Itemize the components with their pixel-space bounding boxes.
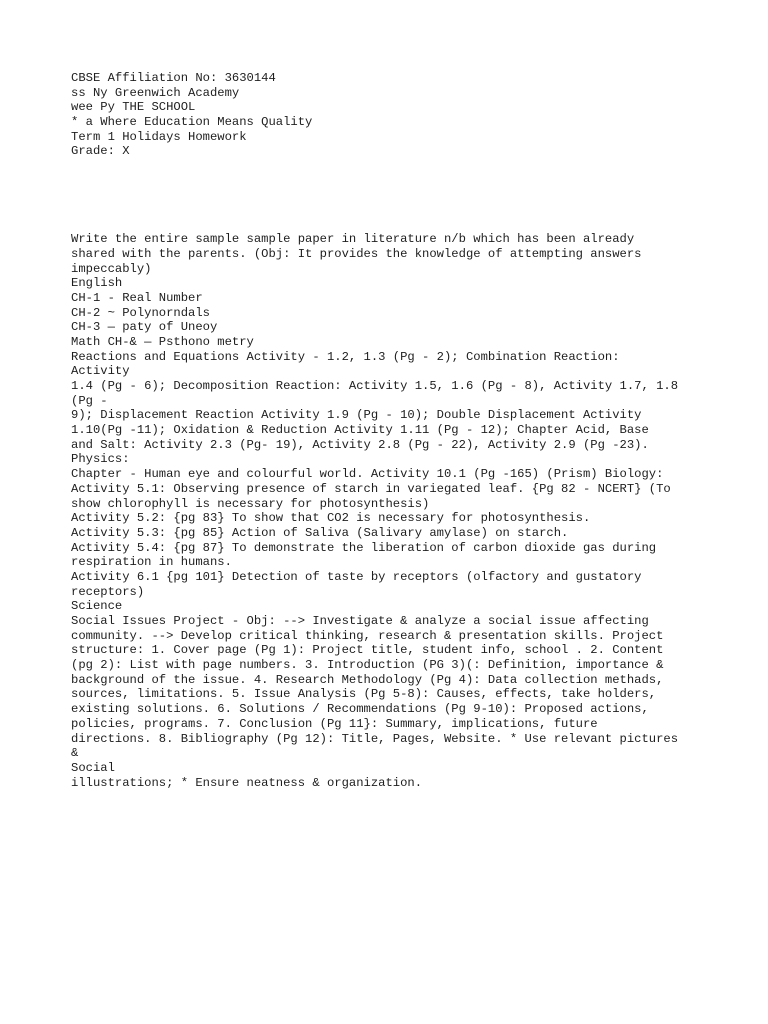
body-line: CH-1 - Real Number <box>71 290 203 305</box>
body-line: illustrations; * Ensure neatness & organization. <box>71 775 423 790</box>
school-name-line: ss Ny Greenwich Academy <box>71 85 240 100</box>
document-page <box>71 71 731 790</box>
body-line: 1.10(Pg -11); Oxidation & Reduction Activity 1.11 (Pg - 12); Chapter Acid, Base <box>71 423 649 438</box>
body-line: and Salt: Activity 2.3 (Pg- 19), Activity 2.8 (Pg - 22), Activity 2.9 (Pg -23). <box>71 437 649 452</box>
grade-line: Grade: X <box>71 144 130 159</box>
body-line: 9); Displacement Reaction Activity 1.9 (Pg - 10); Double Displacement Activity <box>71 408 642 423</box>
body-line: Activity 5.1: Observing presence of starch in variegated leaf. {Pg 82 - NCERT} (To <box>71 481 671 496</box>
body-line: Write the entire sample sample paper in literature n/b which has been already <box>71 232 635 247</box>
body-line: (Pg - <box>71 393 108 408</box>
body-line: sources, limitations. 5. Issue Analysis (Pg 5-8): Causes, effects, take holders, <box>71 687 657 702</box>
body-line: shared with the parents. (Obj: It provides the knowledge of attempting answers <box>71 246 642 261</box>
body-line: Chapter - Human eye and colourful world. Activity 10.1 (Pg -165) (Prism) Biology: <box>71 467 664 482</box>
subject-heading-social: Social <box>71 760 115 775</box>
body-line: impeccably) <box>71 261 152 276</box>
subject-heading-science: Science <box>71 599 123 614</box>
body-line: (pg 2): List with page numbers. 3. Introduction (PG 3)(: Definition, importance & <box>71 658 664 673</box>
body-line: & <box>71 746 79 761</box>
affiliation-line: CBSE Affiliation No: 3630144 <box>71 71 276 85</box>
body-line: Activity 5.2: {pg 83} To show that CO2 is necessary for photosynthesis. <box>71 511 591 526</box>
school-header <box>71 71 731 159</box>
body-line: 1.4 (Pg - 6); Decomposition Reaction: Activity 1.5, 1.6 (Pg - 8), Activity 1.7, 1.8 <box>71 379 679 393</box>
body-line: receptors) <box>71 584 145 599</box>
motto-line: * a Where Education Means Quality <box>71 115 313 130</box>
body-line: directions. 8. Bibliography (Pg 12): Title, Pages, Website. * Use relevant pictures <box>71 731 679 746</box>
body-line: Activity <box>71 364 130 379</box>
homework-title-line: Term 1 Holidays Homework <box>71 129 247 144</box>
body-line: policies, programs. 7. Conclusion (Pg 11}: Summary, implications, future <box>71 716 598 731</box>
body-line: CH-2 ~ Polynorndals <box>71 305 210 320</box>
body-line: Social Issues Project - Obj: --> Investigate & analyze a social issue affecting <box>71 614 649 628</box>
body-line: Activity 6.1 {pg 101} Detection of taste by receptors (olfactory and gustatory <box>71 569 642 584</box>
body-line: show chlorophyll is necessary for photosynthesis) <box>71 496 430 511</box>
body-line: CH-3 — paty of Uneoy <box>71 320 218 335</box>
subject-heading-english: English <box>71 276 123 291</box>
body-line: existing solutions. 6. Solutions / Recommendations (Pg 9-10): Proposed actions, <box>71 702 649 717</box>
school-tag-line: wee Py THE SCHOOL <box>71 100 196 115</box>
body-line: background of the issue. 4. Research Methodology (Pg 4): Data collection methads, <box>71 672 664 687</box>
body-line: Activity 5.3: {pg 85} Action of Saliva (Salivary amylase) on starch. <box>71 525 569 540</box>
body-line: structure: 1. Cover page (Pg 1): Project title, student info, school . 2. Content <box>71 643 664 658</box>
body-line: community. --> Develop critical thinking, research & presentation skills. Project <box>71 628 664 643</box>
subject-heading-physics: Physics: <box>71 452 130 467</box>
body-line: Reactions and Equations Activity - 1.2, 1.3 (Pg - 2); Combination Reaction: <box>71 349 620 364</box>
subject-heading-math: Math CH-& — Psthono metry <box>71 334 254 349</box>
body-line: Activity 5.4: {pg 87} To demonstrate the liberation of carbon dioxide gas during <box>71 540 657 555</box>
body-line: respiration in humans. <box>71 555 232 570</box>
homework-body <box>71 232 731 790</box>
